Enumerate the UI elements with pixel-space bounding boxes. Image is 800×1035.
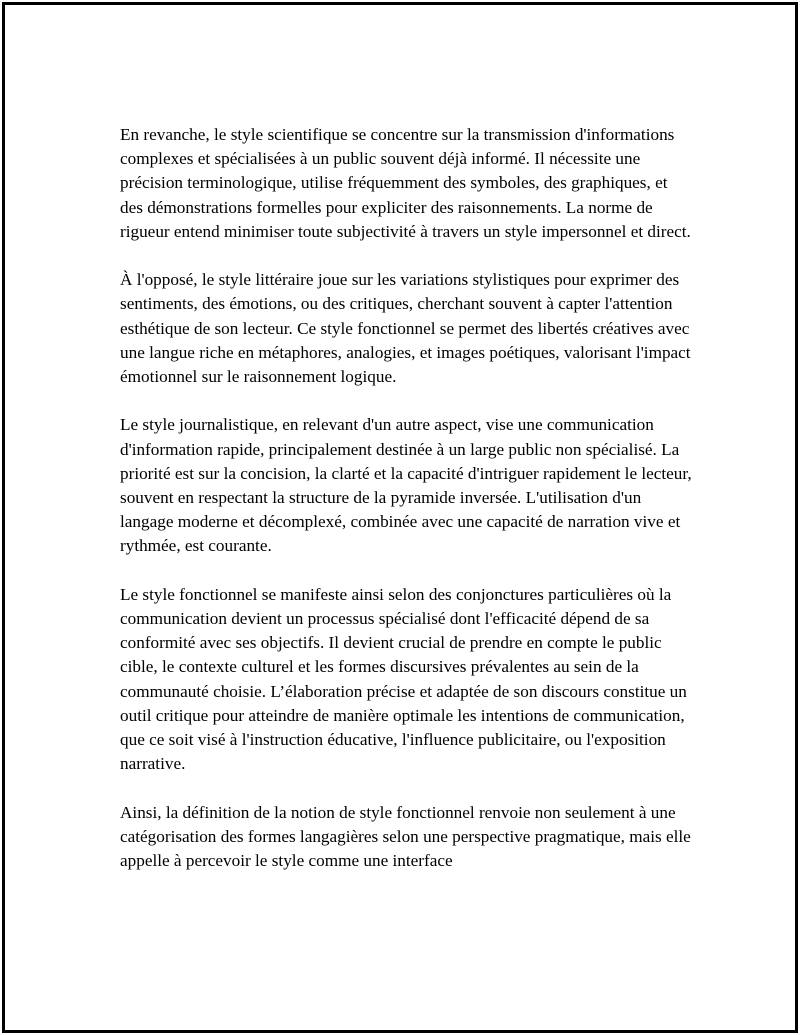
paragraph-literary-style: À l'opposé, le style littéraire joue sur les variations stylistiques pour exprimer des sentiments, des émotions, ou des critiques, cherchant souvent à capter l'attention esthétique de son lecteur. Ce style fonctionnel se permet des libertés créatives avec une langue riche en métaphores, analogies, et images poétiques, valorisant l'impact émotionnel sur le raisonnement logique. [120, 270, 691, 387]
page-frame [2, 2, 798, 1033]
paragraph-functional-style: Le style fonctionnel se manifeste ainsi selon des conjonctures particulières où la communication devient un processus spécialisé dont l'efficacité dépend de sa conformité avec ses objectifs. Il devient crucial de prendre en compte le public cible, le contexte culturel et les formes discursives prévalentes au sein de la communauté choisie. L’élaboration précise et adaptée de son discours constitue un outil critique pour atteindre de manière optimale les intentions de communication, que ce soit visé à l'instruction éducative, l'influence publicitaire, ou l'exposition narrative. [120, 584, 687, 774]
paragraph-journalistic-style: Le style journalistique, en relevant d'un autre aspect, vise une communication d'information rapide, principalement destinée à un large public non spécialisé. La priorité est sur la concision, la clarté et la capacité d'intriguer rapidement le lecteur, souvent en respectant la structure de la pyramide inversée. L'utilisation d'un langage moderne et décomplexé, combinée avec une capacité de narration vive et rythmée, est courante. [120, 415, 692, 556]
paragraph-conclusion: Ainsi, la définition de la notion de style fonctionnel renvoie non seulement à une catégorisation des formes langagières selon une perspective pragmatique, mais elle appelle à percevoir le style comme une interface [120, 802, 691, 871]
paragraph-scientific-style: En revanche, le style scientifique se concentre sur la transmission d'informations complexes et spécialisées à un public souvent déjà informé. Il nécessite une précision terminologique, utilise fréquemment des symboles, des graphiques, et des démonstrations formelles pour expliciter des raisonnements. La norme de rigueur entend minimiser toute subjectivité à travers un style impersonnel et direct. [120, 125, 691, 241]
document-body [120, 123, 692, 897]
